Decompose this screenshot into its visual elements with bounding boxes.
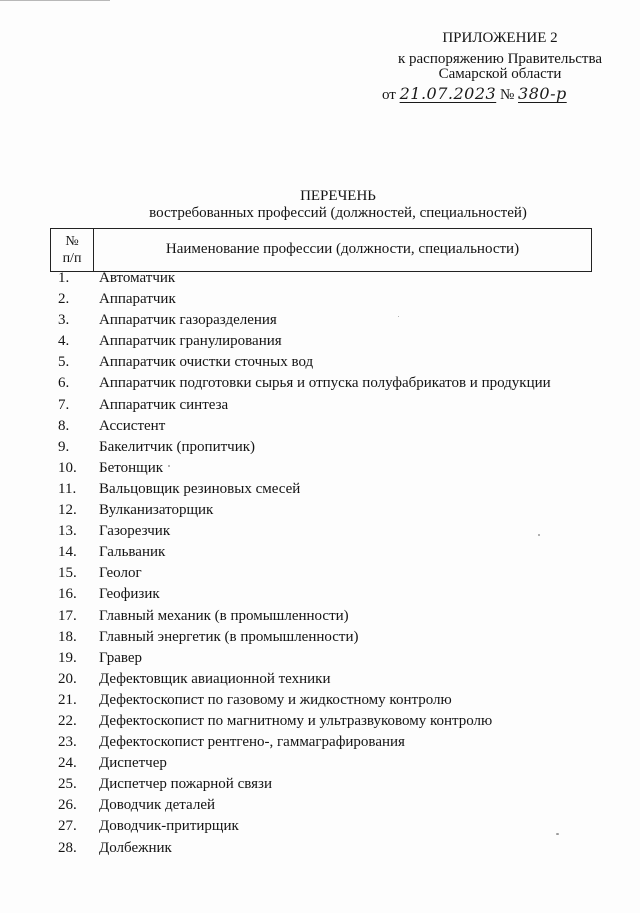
profession-name: Аппаратчик синтеза — [99, 396, 229, 413]
row-number: 26. — [58, 797, 77, 814]
list-item — [50, 795, 610, 816]
appendix-line-region: Самарской области — [438, 66, 562, 82]
row-number: 16. — [58, 586, 77, 603]
profession-name: Геолог — [99, 565, 142, 582]
date-prefix: от — [382, 87, 396, 103]
row-number: 22. — [58, 712, 77, 729]
list-item — [50, 669, 610, 690]
handwritten-number: 380-р — [518, 84, 567, 103]
scan-speck — [398, 316, 399, 317]
profession-name: Доводчик-притирщик — [99, 818, 239, 835]
list-item — [50, 816, 610, 837]
profession-name: Вальцовщик резиновых смесей — [99, 480, 301, 497]
list-item — [50, 268, 610, 289]
profession-name: Гравер — [99, 649, 143, 666]
list-item — [50, 774, 610, 795]
row-number: 19. — [58, 649, 77, 666]
scan-edge-line — [0, 0, 110, 1]
list-item — [50, 331, 610, 352]
list-item — [50, 732, 610, 753]
header-number-symbol: № — [65, 234, 79, 249]
row-number: 28. — [58, 839, 77, 856]
list-item — [50, 437, 610, 458]
row-number: 24. — [58, 755, 77, 772]
profession-name: Газорезчик — [99, 523, 171, 540]
row-number: 6. — [58, 375, 70, 392]
list-item — [50, 690, 610, 711]
list-item — [50, 310, 610, 331]
row-number: 18. — [58, 628, 77, 645]
list-item — [50, 648, 610, 669]
scan-speck — [556, 833, 559, 835]
row-number: 14. — [58, 544, 77, 561]
profession-name: Вулканизаторщик — [99, 502, 214, 519]
list-item — [50, 352, 610, 373]
row-number: 11. — [58, 480, 77, 497]
profession-name: Дефектовщик авиационной техники — [99, 670, 331, 687]
profession-name: Диспетчер пожарной связи — [99, 776, 272, 793]
row-number: 17. — [58, 607, 77, 624]
list-item — [50, 289, 610, 310]
profession-name: Доводчик деталей — [99, 797, 216, 814]
profession-name: Бакелитчик (пропитчик) — [99, 438, 256, 455]
profession-name: Дефектоскопист по магнитному и ультразвуковому контролю — [99, 712, 493, 729]
profession-name: Главный механик (в промышленности) — [99, 607, 349, 624]
appendix-line-order: к распоряжению Правительства — [397, 51, 602, 67]
list-item — [50, 416, 610, 437]
row-number: 1. — [58, 270, 70, 286]
row-number: 5. — [58, 354, 70, 371]
row-number: 21. — [58, 691, 77, 708]
list-item — [50, 458, 610, 479]
profession-name: Аппаратчик гранулирования — [99, 333, 282, 350]
header-name-cell: Наименование профессии (должности, специальности) — [165, 241, 520, 257]
row-number: 15. — [58, 565, 77, 582]
list-item — [50, 542, 610, 563]
scan-speck — [168, 465, 170, 467]
header-number-abbr: п/п — [62, 251, 82, 266]
row-number: 23. — [58, 734, 77, 751]
profession-name: Аппаратчик очистки сточных вод — [99, 354, 314, 371]
list-item — [50, 711, 610, 732]
list-item — [50, 753, 610, 774]
list-item — [50, 521, 610, 542]
profession-name: Аппаратчик подготовки сырья и отпуска полуфабрикатов и продукции — [99, 375, 551, 392]
order-date-number-line — [382, 84, 567, 104]
profession-name: Дефектоскопист по газовому и жидкостному контролю — [99, 691, 452, 708]
list-item — [50, 373, 610, 394]
list-item — [50, 606, 610, 627]
profession-name: Геофизик — [99, 586, 160, 603]
row-number: 2. — [58, 291, 70, 308]
list-item — [50, 395, 610, 416]
list-item — [50, 627, 610, 648]
table-header — [50, 228, 592, 272]
profession-list — [50, 268, 610, 859]
profession-name: Главный энергетик (в промышленности) — [99, 628, 359, 645]
profession-name: Гальваник — [99, 544, 166, 561]
row-number: 4. — [58, 333, 70, 350]
profession-name: Аппаратчик газоразделения — [99, 312, 277, 329]
document-subtitle: востребованных профессий (должностей, специальностей) — [149, 205, 527, 221]
handwritten-date: 21.07.2023 — [399, 84, 497, 103]
row-number: 20. — [58, 670, 77, 687]
row-number: 13. — [58, 523, 77, 540]
row-number: 12. — [58, 502, 77, 519]
profession-name: Бетонщик — [99, 459, 164, 476]
row-number: 3. — [58, 312, 70, 329]
number-prefix: № — [499, 87, 515, 103]
profession-name: Долбежник — [99, 839, 172, 856]
list-item — [50, 838, 610, 859]
appendix-title: ПРИЛОЖЕНИЕ 2 — [442, 30, 558, 46]
row-number: 25. — [58, 776, 77, 793]
scan-speck — [538, 534, 540, 536]
profession-name: Диспетчер — [99, 755, 167, 772]
profession-name: Ассистент — [99, 417, 166, 434]
profession-name: Аппаратчик — [99, 291, 176, 308]
row-number: 8. — [58, 417, 70, 434]
document-title: ПЕРЕЧЕНЬ — [300, 188, 376, 204]
profession-name: Дефектоскопист рентгено-, гаммаграфирования — [99, 734, 405, 751]
row-number: 10. — [58, 459, 77, 476]
row-number: 9. — [58, 438, 70, 455]
row-number: 7. — [58, 396, 70, 413]
list-item — [50, 500, 610, 521]
list-item — [50, 563, 610, 584]
list-item — [50, 584, 610, 605]
profession-name: Автоматчик — [99, 270, 176, 286]
list-item — [50, 479, 610, 500]
header-number-cell — [51, 233, 93, 267]
row-number: 27. — [58, 818, 77, 835]
